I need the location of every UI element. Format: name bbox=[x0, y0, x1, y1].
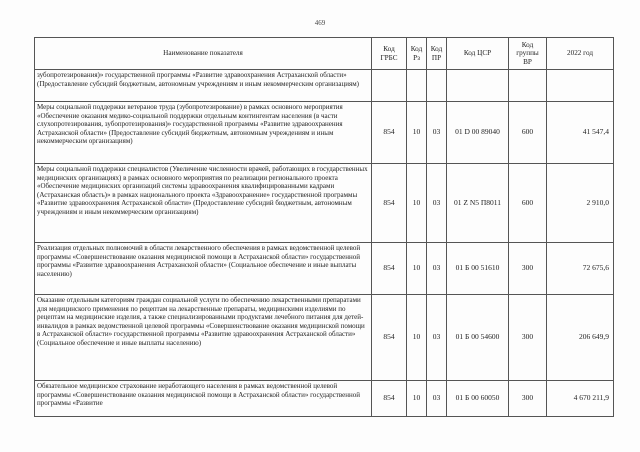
row-pr bbox=[427, 70, 447, 102]
row-grbs: 854 bbox=[372, 164, 407, 243]
row-rz: 10 bbox=[407, 381, 427, 417]
table-row bbox=[35, 70, 614, 102]
row-amount: 41 547,4 bbox=[547, 102, 614, 164]
row-csr: 01 Z N5 П8011 bbox=[447, 164, 509, 243]
row-vr: 600 bbox=[509, 102, 547, 164]
row-name: зубопротезирования)» государственной программы «Развитие здравоохранения Астраханской области» (Предоставление субсидий бюджетным, автономным учреждениям и иным некоммерческим организациям) bbox=[35, 70, 372, 102]
header-pr: Код ПР bbox=[427, 38, 447, 70]
row-amount: 4 670 211,9 bbox=[547, 381, 614, 417]
row-grbs: 854 bbox=[372, 381, 407, 417]
row-grbs: 854 bbox=[372, 102, 407, 164]
row-pr: 03 bbox=[427, 102, 447, 164]
row-name: Оказание отдельным категориям граждан социальной услуги по обеспечению лекарственными препаратами для медицинского применения по рецептам на лекарственные препараты, медицинскими изделиями по рецептам на медицинские изделия, а также специализированными продуктами лечебного питания для детей-инвалидов в рамках ведомственной целевой программы «Совершенствование оказания медицинской помощи в Астраханской области» государственной программы «Развитие здравоохранения Астраханской области» (Социальное обеспечение и иные выплаты населению) bbox=[35, 295, 372, 381]
header-name: Наименование показателя bbox=[35, 38, 372, 70]
row-amount: 72 675,6 bbox=[547, 243, 614, 295]
header-vr: Код группы ВР bbox=[509, 38, 547, 70]
row-amount bbox=[547, 70, 614, 102]
row-name: Меры социальной поддержки специалистов (Увеличение численности врачей, работающих в государственных медицинских организациях) в рамках основного мероприятия по реализации регионального проекта «Обеспечение медицинских организаций системы здравоохранения квалифицированными кадрами (Астраханская область)» в рамках национального проекта «Здравоохранение» государственной программы «Развитие здравоохранения Астраханской области» (Предоставление субсидий бюджетным, автономным учреждениям и иным некоммерческим организациям) bbox=[35, 164, 372, 243]
row-rz: 10 bbox=[407, 102, 427, 164]
row-vr bbox=[509, 70, 547, 102]
budget-table bbox=[34, 37, 614, 417]
row-name: Реализация отдельных полномочий в области лекарственного обеспечения в рамках ведомственной целевой программы «Совершенствование оказания медицинской помощи в Астраханской области» государственной программы «Развитие здравоохранения Астраханской области» (Социальное обеспечение и иные выплаты населению) bbox=[35, 243, 372, 295]
row-vr: 300 bbox=[509, 243, 547, 295]
row-vr: 300 bbox=[509, 295, 547, 381]
row-vr: 300 bbox=[509, 381, 547, 417]
header-rz: Код Рз bbox=[407, 38, 427, 70]
row-rz bbox=[407, 70, 427, 102]
row-name: Меры социальной поддержки ветеранов труда (зубопротезирование) в рамках основного мероприятия «Обеспечение оказания медико-социальной поддержки отдельным контингентам населения (в части слухопротезирования, зубопротезирования)» государственной программы «Развитие здравоохранения Астраханской области» (Предоставление субсидий бюджетным, автономным учреждениям и иным некоммерческим организациям) bbox=[35, 102, 372, 164]
row-csr bbox=[447, 70, 509, 102]
row-csr: 01 Б 00 60050 bbox=[447, 381, 509, 417]
row-pr: 03 bbox=[427, 243, 447, 295]
row-csr: 01 Б 00 54600 bbox=[447, 295, 509, 381]
row-grbs bbox=[372, 70, 407, 102]
page-number: 469 bbox=[314, 19, 326, 27]
row-vr: 600 bbox=[509, 164, 547, 243]
table-header-row bbox=[35, 38, 614, 70]
row-amount: 2 910,0 bbox=[547, 164, 614, 243]
table-row bbox=[35, 243, 614, 295]
row-csr: 01 D 00 89040 bbox=[447, 102, 509, 164]
row-rz: 10 bbox=[407, 295, 427, 381]
header-grbs: Код ГРБС bbox=[372, 38, 407, 70]
row-amount: 206 649,9 bbox=[547, 295, 614, 381]
header-year: 2022 год bbox=[547, 38, 614, 70]
row-pr: 03 bbox=[427, 164, 447, 243]
table-row bbox=[35, 295, 614, 381]
row-rz: 10 bbox=[407, 243, 427, 295]
table-row bbox=[35, 102, 614, 164]
row-rz: 10 bbox=[407, 164, 427, 243]
row-name: Обязательное медицинское страхование неработающего населения в рамках ведомственной целевой программы «Совершенствование оказания медицинской помощи в Астраханской области» государственной программы «Развитие bbox=[35, 381, 372, 417]
table-row bbox=[35, 164, 614, 243]
row-grbs: 854 bbox=[372, 295, 407, 381]
row-grbs: 854 bbox=[372, 243, 407, 295]
row-pr: 03 bbox=[427, 381, 447, 417]
header-csr: Код ЦСР bbox=[447, 38, 509, 70]
table-row bbox=[35, 381, 614, 417]
row-csr: 01 Б 00 51610 bbox=[447, 243, 509, 295]
row-pr: 03 bbox=[427, 295, 447, 381]
